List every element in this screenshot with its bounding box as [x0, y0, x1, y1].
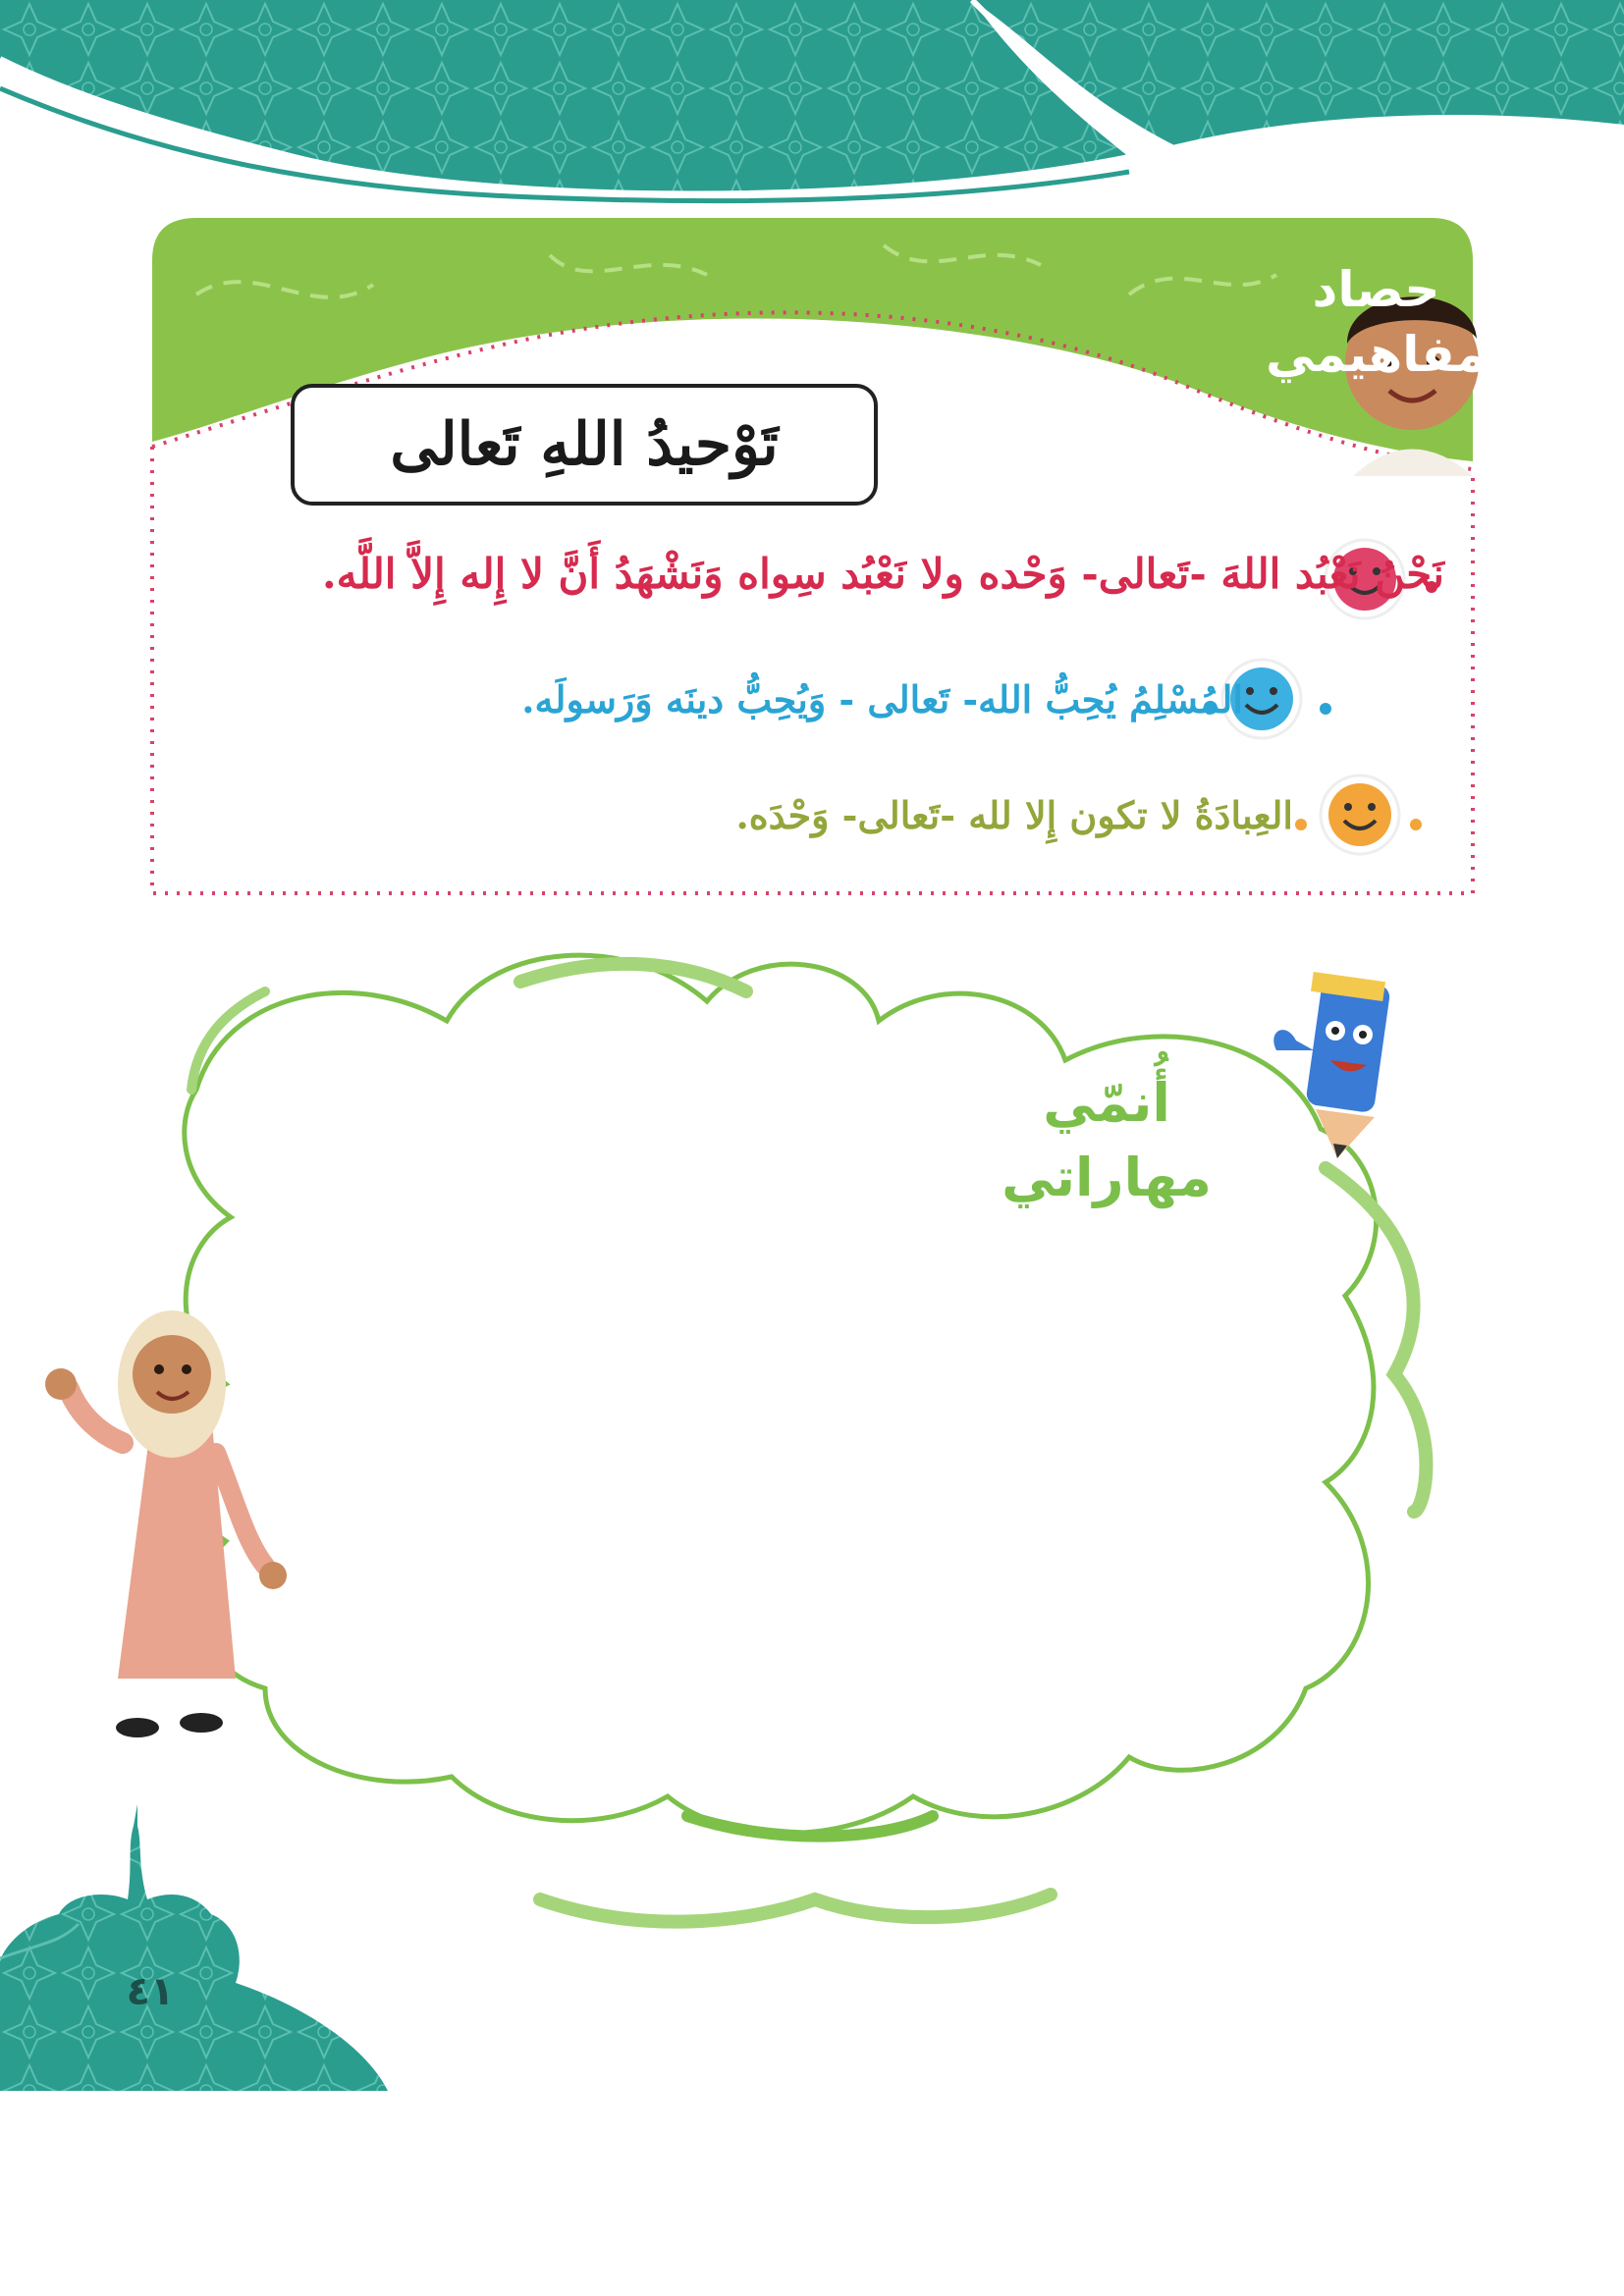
concept-line-3: العِبادَةُ لا تكون إِلا لله -تَعالى- وَحْدَه. [735, 793, 1293, 837]
mosque-dome-icon [0, 1804, 388, 2091]
section-title: تَوْحيدُ اللهِ تَعالى [390, 410, 779, 479]
header-badge-line2: مفاهيمي [1266, 326, 1487, 383]
top-wave-banner [0, 0, 1624, 201]
header-badge-line1: حصاد [1312, 261, 1440, 318]
page-number: ٤١ [126, 1969, 175, 2014]
cloud-writing-area [182, 955, 1427, 1921]
skills-heading-line2: مهاراتي [1001, 1147, 1212, 1208]
skills-heading-line1: أُنمّي [1043, 1072, 1170, 1134]
concept-line-1: نَحْنُ نَعْبُد اللهَ -تَعالى- وَحْده ولا نَعْبُد سِواه وَنَشْهَدُ أَنَّ لا إِله إِلاَّ اللَّه. [321, 550, 1444, 598]
smiley-orange-icon [1321, 775, 1399, 854]
concept-line-2: المُسْلِمُ يُحِبُّ الله- تَعالى - وَيُحِبُّ دينَه وَرَسولَه. [521, 677, 1243, 721]
skills-heading [1001, 1066, 1212, 1215]
header-badge [1266, 257, 1487, 387]
